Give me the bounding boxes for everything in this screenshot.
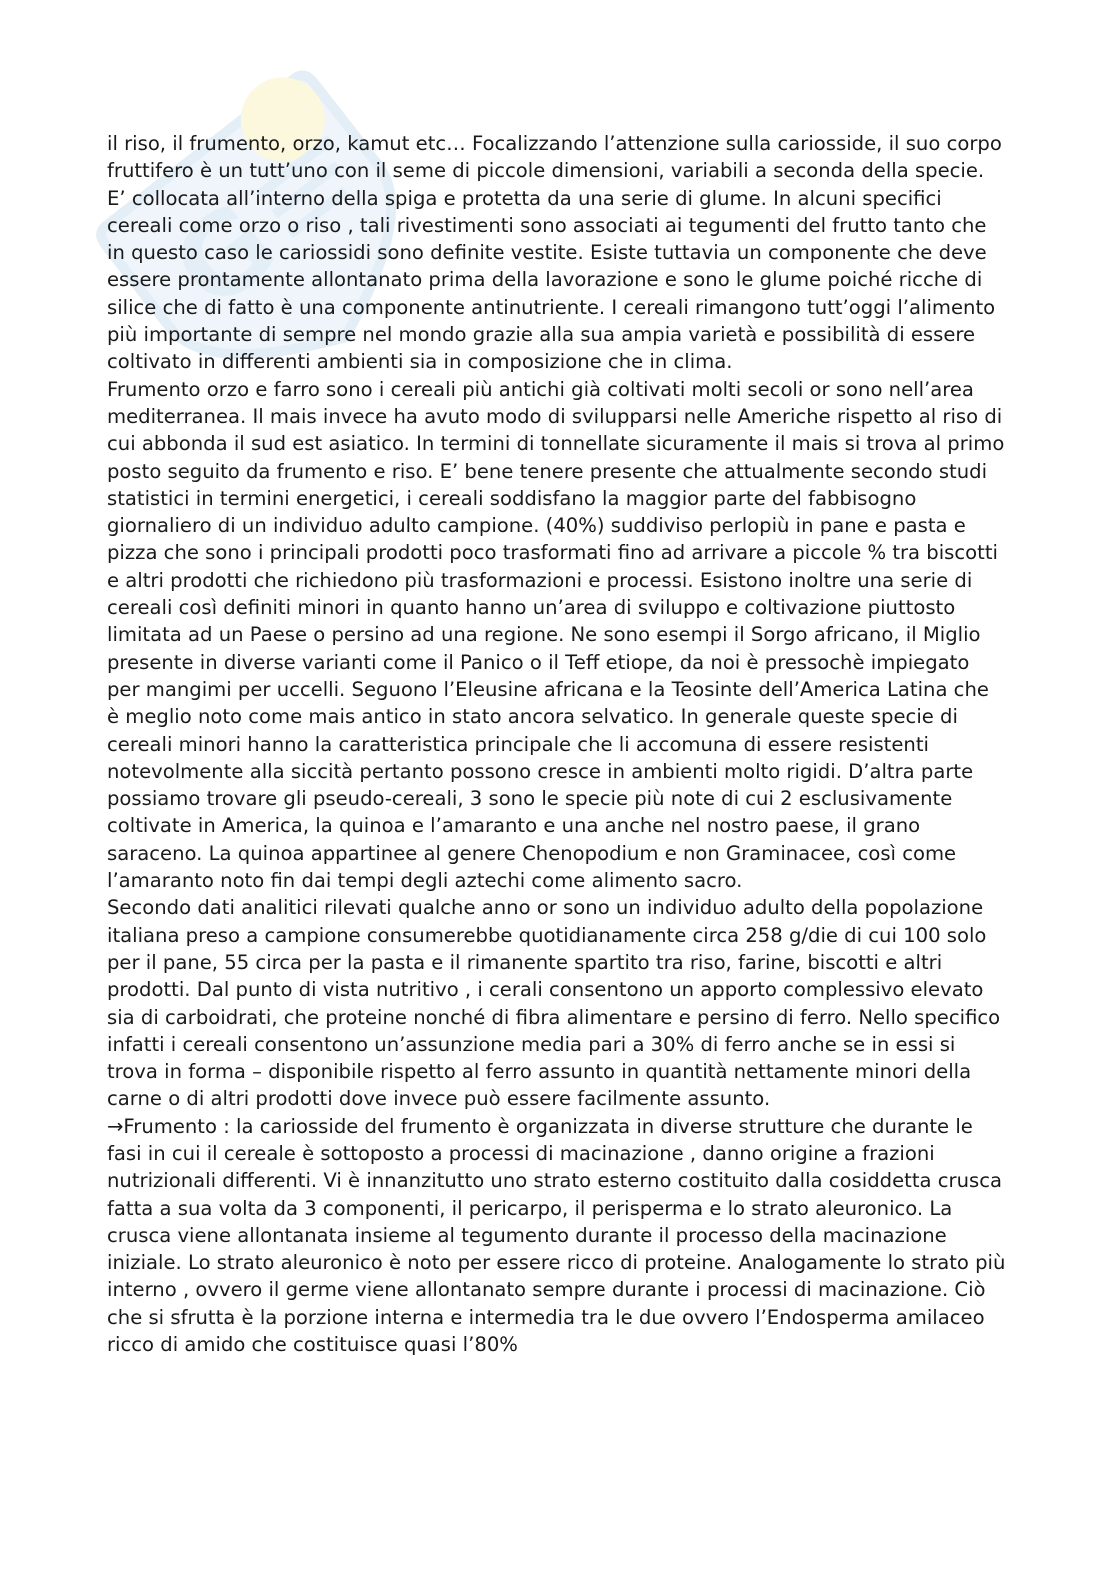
body-text: [107, 130, 1007, 1358]
paragraph-frumento: →Frumento : la cariosside del frumento è organizzata in diverse strutture che durante le fasi in cui il cereale è sottoposto a processi di macinazione , danno origine a frazioni nutrizionali differenti. Vi è innanzitutto uno strato esterno costituito dalla cosiddetta crusca fatta a sua volta da 3 componenti, il pericarpo, il perisperma e lo strato aleuronico. La crusca viene allontanata insieme al tegumento durante il processo della macinazione iniziale. Lo strato aleuronico è noto per essere ricco di proteine. Analogamente lo strato più interno , ovvero il germe viene allontanato sempre durante i processi di macinazione. Ciò che si sfrutta è la porzione interna e intermedia tra le due ovvero l’Endosperma amilaceo ricco di amido che costituisce quasi l’80%: [107, 1114, 1006, 1357]
paragraph-cereali-intro: il riso, il frumento, orzo, kamut etc… Focalizzando l’attenzione sulla cariosside, il suo corpo fruttifero è un tutt’uno con il seme di piccole dimensioni, variabili a seconda della specie. E’ collocata all’interno della spiga e protetta da una serie di glume. In alcuni specifici cereali come orzo o riso , tali rivestimenti sono associati ai tegumenti del frutto tanto che in questo caso le cariossidi sono definite vestite. Esiste tuttavia un componente che deve essere prontamente allontanato prima della lavorazione e sono le glume poiché ricche di silice che di fatto è una componente antinutriente. I cereali rimangono tutt’oggi l’alimento più importante di sempre nel mondo grazie alla sua ampia varietà e possibilità di essere coltivato in differenti ambienti sia in composizione che in clima.: [107, 132, 1002, 374]
paragraph-cereali-antichi: Frumento orzo e farro sono i cereali più antichi già coltivati molti secoli or sono nell’area mediterranea. Il mais invece ha avuto modo di svilupparsi nelle Americhe rispetto al riso di cui abbonda il sud est asiatico. In termini di tonnellate sicuramente il mais si trova al primo posto seguito da frumento e riso. E’ bene tenere presente che attualmente secondo studi statistici in termini energetici, i cereali soddisfano la maggior parte del fabbisogno giornaliero di un individuo adulto campione. (40%) suddiviso perlopiù in pane e pasta e pizza che sono i principali prodotti poco trasformati fino ad arrivare a piccole % tra biscotti e altri prodotti che richiedono più trasformazioni e processi. Esistono inoltre una serie di cereali così definiti minori in quanto hanno un’area di sviluppo e coltivazione piuttosto limitata ad un Paese o persino ad una regione. Ne sono esempi il Sorgo africano, il Miglio presente in diverse varianti come il Panico o il Teff etiope, da noi è pressochè impiegato per mangimi per uccelli. Seguono l’Eleusine africana e la Teosinte dell’America Latina che è meglio noto come mais antico in stato ancora selvatico. In generale queste specie di cereali minori hanno la caratteristica principale che li accomuna di essere resistenti notevolmente alla siccità pertanto possono cresce in ambienti molto rigidi. D’altra parte possiamo trovare gli pseudo-cereali, 3 sono le specie più note di cui 2 esclusivamente coltivate in America, la quinoa e l’amaranto e una anche nel nostro paese, il grano saraceno. La quinoa appartinee al genere Chenopodium e non Graminacee, così come l’amaranto noto fin dai tempi degli aztechi come alimento sacro.: [107, 377, 1005, 893]
svg-text:G: G: [149, 177, 300, 335]
paragraph-dati-analitici: Secondo dati analitici rilevati qualche anno or sono un individuo adulto della popolazione italiana preso a campione consumerebbe quotidianamente circa 258 g/die di cui 100 solo per il pane, 55 circa per la pasta e il rimanente spartito tra riso, farine, biscotti e altri prodotti. Dal punto di vista nutritivo , i cerali consentono un apporto complessivo elevato sia di carboidrati, che proteine nonché di fibra alimentare e persino di ferro. Nello specifico infatti i cereali consentono un’assunzione media pari a 30% di ferro anche se in essi si trova in forma – disponibile rispetto al ferro assunto in quantità nettamente minori della carne o di altri prodotti dove invece può essere facilmente assunto.: [107, 896, 1001, 1111]
